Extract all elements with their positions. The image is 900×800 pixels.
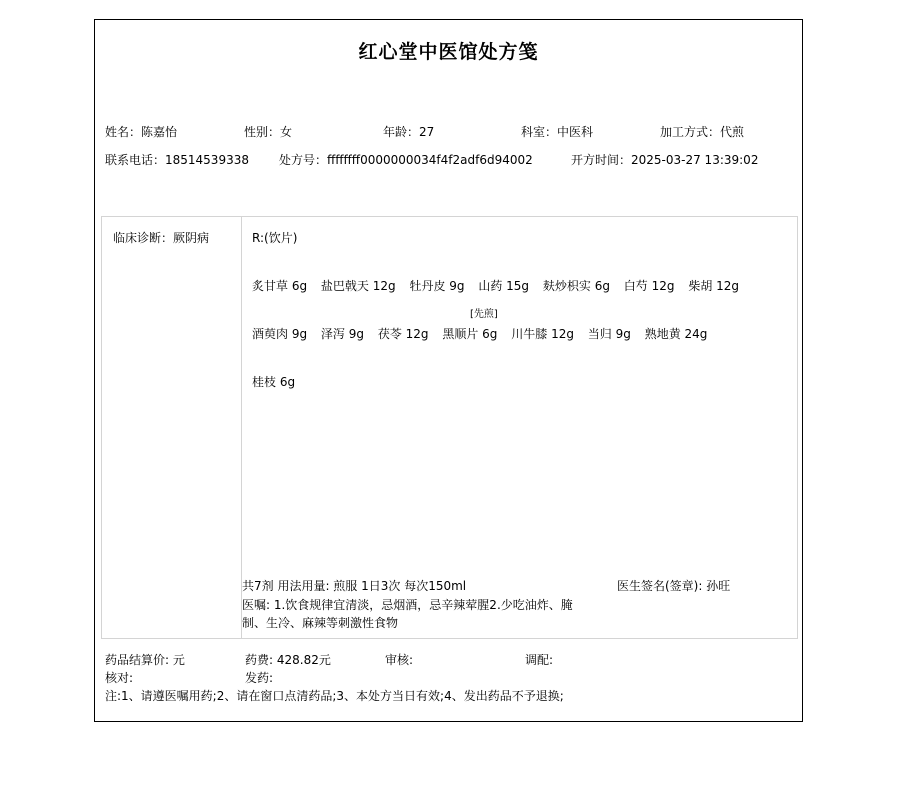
patient-age: 年龄：27 — [383, 125, 435, 139]
column-divider — [241, 217, 242, 638]
herb-item: 川牛膝 12g — [511, 327, 574, 341]
herb-item: 白芍 12g — [623, 279, 675, 293]
check-field: 核对: — [105, 671, 134, 685]
patient-name: 姓名：陈嘉怡 — [105, 125, 178, 139]
patient-phone: 联系电话：18514539338 — [105, 153, 249, 167]
herb-item: 牡丹皮 9g — [409, 279, 465, 293]
herb-item: 黑顺片 6g — [442, 327, 498, 341]
drug-fee: 药费: 428.82元 — [245, 653, 331, 667]
herb-row-3 — [252, 373, 305, 390]
medical-advice-line-1: 医嘱: 1.饮食规律宜清淡，忌烟酒，忌辛辣荤腥2.少吃油炸、腌 — [242, 598, 573, 612]
herb-row-1 — [252, 277, 749, 294]
patient-info-row-1 — [105, 123, 795, 139]
herb-item: 盐巴戟天 12g — [320, 279, 396, 293]
doctor-signature: 医生签名(签章): 孙旺 — [617, 579, 731, 593]
footer-notes: 注:1、请遵医嘱用药;2、请在窗口点清药品;3、本处方当日有效;4、发出药品不予退换; — [105, 689, 564, 703]
herb-row-2 — [252, 325, 717, 342]
herb-item: 酒萸肉 9g — [252, 327, 308, 341]
herb-item: 山药 15g — [478, 279, 530, 293]
patient-gender: 性别：女 — [244, 125, 293, 139]
processing-method: 加工方式：代煎 — [660, 125, 745, 139]
dispense-field: 调配: — [525, 653, 554, 667]
herb-preparation-note: [先煎] — [470, 309, 498, 320]
herb-item: 麸炒枳实 6g — [542, 279, 610, 293]
dosage-usage: 共7剂 用法用量: 煎服 1日3次 每次150ml — [242, 579, 467, 593]
herb-item: 泽泻 9g — [320, 327, 364, 341]
herb-item: 桂枝 6g — [252, 375, 296, 389]
patient-info-row-2 — [105, 151, 795, 167]
prescription-number: 处方号：ffffffff0000000034f4f2adf6d94002 — [279, 153, 533, 167]
prescription-time: 开方时间：2025-03-27 13:39:02 — [571, 153, 759, 167]
issue-field: 发药: — [245, 671, 274, 685]
page-title: 红心堂中医馆处方笺 — [358, 41, 539, 63]
herb-item: 当归 9g — [587, 327, 631, 341]
patient-department: 科室：中医科 — [521, 125, 594, 139]
prescription-box — [101, 216, 798, 639]
medical-advice-line-2: 制、生冷、麻辣等刺激性食物 — [242, 616, 399, 630]
rx-header: R:(饮片) — [252, 231, 298, 245]
clinical-diagnosis: 临床诊断：厥阴病 — [113, 231, 210, 245]
herb-item: 茯苓 12g — [377, 327, 429, 341]
herb-item: 熟地黄 24g — [644, 327, 708, 341]
review-field: 审核: — [385, 653, 414, 667]
herb-item: 柴胡 12g — [688, 279, 740, 293]
prescription-sheet — [94, 19, 803, 722]
herb-item: 炙甘草 6g — [252, 279, 308, 293]
settlement-price: 药品结算价: 元 — [105, 653, 185, 667]
